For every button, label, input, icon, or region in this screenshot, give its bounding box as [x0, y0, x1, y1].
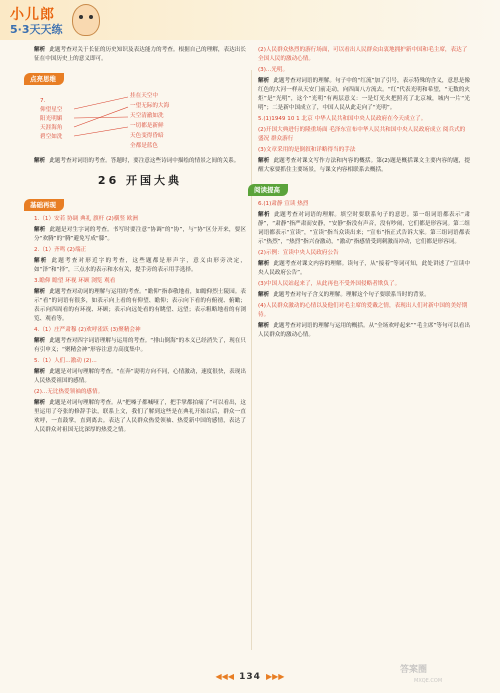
answer-b3-explanation	[258, 291, 470, 300]
match-connector-lines	[34, 91, 134, 153]
right-arrows-icon: ▶▶▶	[265, 672, 285, 681]
explanation-text: 此题是对生字词的考查。书写时要注意“协调”的“协”，与“协”区分开来，要区分“欢腾”的“腾”避免写成“滕”。	[34, 227, 246, 242]
answer-4-explanation	[34, 337, 246, 355]
q7-explanation	[34, 157, 246, 166]
answer-r2: (3)...光明。	[258, 67, 289, 73]
matching-exercise	[34, 91, 246, 153]
match-right-item: 天空清澈如洗	[130, 113, 164, 119]
explanation-text: 此题考查对词语的理解与运用的概括。从“全场欢呼起来”“毛主席”等句可以看出人民群众的激动心情。	[258, 323, 470, 338]
explanation-tag: 解析	[34, 258, 48, 264]
match-left-item: 天涯海角	[40, 125, 63, 131]
explanation-text: 此题考查对词语的考查。答题时，要注意这些诗词中描绘的情景之间的关系。	[49, 158, 240, 164]
answer-3-explanation	[34, 288, 246, 324]
answer-b1-explanation	[258, 211, 470, 247]
explanation-text: 此题是对词句理解的考查。从“把嗓子都喊哑了，把手掌都拍痛了”可以看出，这里运用了夸张的修辞手法，联系上文，我们了解到这些是在典礼开始以后，群众一直欢呼，一直鼓掌，直到离去。表达了人民群众热爱领袖、热爱新中国的感情，表达了人民群众对祖国无比深厚的热爱之情。	[34, 400, 246, 433]
answer-6: (2)...无比热爱领袖的感情。	[34, 389, 104, 395]
answer-5: 5.（1）人们...激动 (2)...	[34, 358, 97, 364]
match-right-item: 一切都是新鲜	[130, 123, 164, 129]
explanation-tag: 解析	[34, 400, 46, 406]
answer-2-explanation	[34, 257, 246, 275]
match-right-item: 天色变得昏暗	[130, 133, 164, 139]
answer-3: 3.瞻仰 瞻望 环视 环顾 浏览 观看	[34, 278, 116, 284]
answer-r5: (2)开国大典进行的隆重场面 毛泽东宣布中华人民共和国中央人民政府成立 阅兵式的盛况 群众游行	[258, 127, 466, 142]
left-column	[30, 46, 246, 437]
section-badge-basics: 基础再现	[24, 199, 64, 211]
answer-2: 2.（1）齐鸣 (2)端正	[34, 247, 87, 253]
answer-4: 4.（1）庄严肃穆 (2)欢呼雀跃 (3)聚精会神	[34, 327, 141, 333]
watermark-url: MXQE.COM	[414, 678, 443, 684]
explanation-tag: 解析	[258, 158, 270, 164]
right-column	[254, 46, 470, 342]
brand-logo	[6, 4, 96, 36]
explanation-tag: 解析	[34, 338, 46, 344]
explanation-text: 此题考查对形近字的考查，这些题都是形声字，意义由形旁决定，如“泽”和“择”，三点水的表示和水有关，提手旁的表示用手选择。	[34, 258, 246, 273]
explanation-text: 此题考查对课文写作方法和内容的概括。第(2)题是概括课文主要内容的题，提醒大家要抓住主要场景，与课文内容相联系去概括。	[258, 158, 470, 173]
explanation-text: 此题考查对关于长征的历史知识及表达能力的考查。根据自己的理解，表达出长征在中国历史上的意义即可。	[34, 47, 246, 62]
explanation-tag: 解析	[258, 212, 271, 218]
answer-6-explanation	[34, 399, 246, 435]
explanation-tag: 解析	[258, 292, 270, 298]
question-number: 7.	[40, 98, 46, 104]
match-left-item: 仰望星空	[40, 107, 63, 113]
answer-r6-explanation	[258, 157, 470, 175]
brand-name: 小儿郎	[10, 7, 55, 23]
section-badge-thinking: 点亮思维	[24, 73, 64, 85]
explanation-text: 此题考查对四字词语理解与运用的考查。“排山倒海”的本义已经消失了，现在只有引申义；“聚精会神”形容注意力高度集中。	[34, 338, 246, 353]
answer-1: 1.（1）安若 协调 典礼 旗杆 (2)横竖 欧洲	[34, 216, 139, 222]
page-number: 134	[239, 672, 261, 682]
answer-r3-explanation	[258, 77, 470, 113]
explanation-text: 此题考查对动词的理解与运用的考查。“瞻仰”指恭敬地看，如瞻仰烈士陵园。表示“看”的词语有很多，如表示向上看的有仰望、瞻仰；表示向下看的有俯视、俯瞰；表示向四周看的有环视、环顾；表示向远处看的有眺望、远望；表示粗略地看的有浏览、观看等。	[34, 289, 246, 322]
left-arrows-icon: ◀◀◀	[215, 672, 234, 681]
explanation-text: 此题考查对课文内容的理解。读句子，从“接着”等词可知，此处讲述了“宣读中央人民政府公告”。	[258, 261, 470, 276]
explanation-tag: 解析	[34, 289, 46, 295]
answer-b2: (2)示例：宣读中央人民政府公告	[258, 250, 339, 256]
answer-b4: (4)人民群众激动的心情以及他们对毛主席的爱戴之情，表现出人们对新中国的美好期待。	[258, 303, 468, 318]
intro-explanation	[34, 46, 246, 64]
watermark-logo: 答案圈	[400, 665, 428, 675]
answer-r6: (3)文章采用的是倒叙和详略得当的手法	[258, 147, 356, 153]
match-right-list	[130, 91, 169, 151]
explanation-text: 此题是对词句理解的考查。“在奔”说明方向不同，心情激动，速度很快，表现出人民热爱祖国的感情。	[34, 369, 246, 384]
explanation-tag: 解析	[34, 227, 46, 233]
match-left-item: 碧空如洗	[40, 134, 63, 140]
explanation-tag: 解析	[258, 261, 270, 267]
answer-r1: (2)人民群众热烈的游行场面，可以看出人民群众由衷地拥护新中国和毛主席，表达了全国人民的激动心情。	[258, 47, 468, 62]
match-right-item: 挂在天空中	[130, 93, 158, 99]
answer-b3: (3)中国人民站起来了，从此再也不受外国侵略者欺负了。	[258, 281, 401, 287]
answer-5-explanation	[34, 368, 246, 386]
match-right-item: 全都是蓝色	[130, 143, 158, 149]
answer-b1: 6.(1)肃静 宣读 热烈	[258, 201, 309, 207]
explanation-tag: 解析	[34, 47, 46, 53]
answer-1-explanation	[34, 226, 246, 244]
column-divider	[251, 70, 252, 650]
answer-b4-explanation	[258, 322, 470, 340]
explanation-text: 此题考查对词语的理解。句子中的“红流”加了引号，表示特殊的含义，意思是像红色的大河一样从天安门前走动，向四面八方流去。“红”代表光明和希望，“无数的火炬”是“光明”，这个“光明”有两层意义：一是灯光火把照亮了北京城，城内一片“光明”；二是新中国成立了，中国人民从此走向了“光明”。	[258, 78, 470, 111]
answer-r4: 5.(1)1949 10 1 北京 中华人民共和国中央人民政府在今天成立了。	[258, 116, 427, 122]
brand-series: 5·3天天练	[10, 23, 63, 36]
mascot-icon	[72, 4, 100, 36]
match-left-item: 阳光明媚	[40, 116, 63, 122]
explanation-tag: 解析	[258, 323, 270, 329]
explanation-tag: 解析	[34, 369, 46, 375]
explanation-tag: 解析	[34, 158, 46, 164]
answer-b2-explanation	[258, 260, 470, 278]
explanation-tag: 解析	[258, 78, 270, 84]
explanation-text: 此题考查对词语的理解。填空时要联系句子的意思。第一组词语都表示“肃静”，“肃静”指严肃而安静，“安静”指没有声音，没有吵闹，它们都是形容词。第二组词语都表示“宣读”，“宣读”指当众读出来；“宣布”指正式告诉大家。第三组词语都表示“热烈”，“热烈”指兴奋激动，“激动”指感情受到刺激而冲动，它们都是形容词。	[258, 212, 470, 245]
lesson-title: 26 开国大典	[97, 174, 183, 187]
explanation-text: 此题考查对句子含义的理解。理解这个句子要联系当时的背景。	[273, 292, 430, 298]
section-badge-reading: 阅读提高	[248, 184, 288, 196]
match-right-item: 一望无际的大海	[130, 103, 170, 109]
page-header	[0, 0, 500, 40]
